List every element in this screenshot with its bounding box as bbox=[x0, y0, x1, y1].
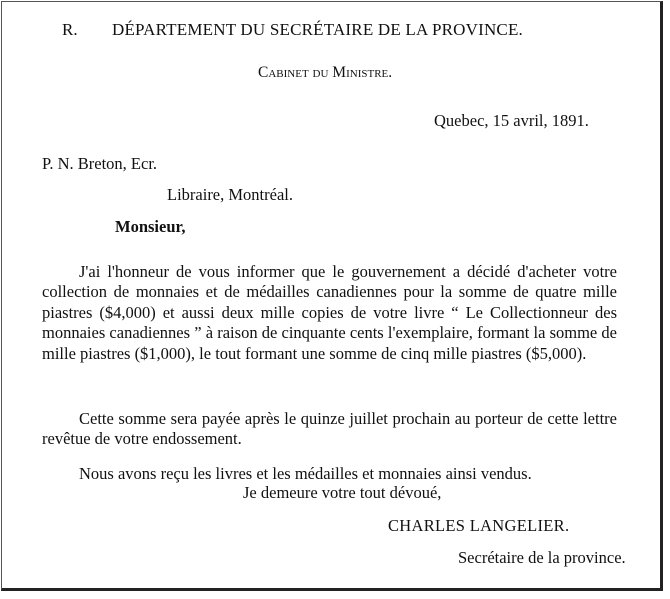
body-paragraph: Cette somme sera payée après le quinze juillet prochain au porteur de cette lettre revêtue de votre endossement. bbox=[42, 408, 617, 448]
body-paragraph: Nous avons reçu les livres et les médailles et monnaies ainsi vendus. bbox=[79, 463, 532, 483]
header-marker: R. bbox=[62, 20, 78, 39]
body-paragraph: J'ai l'honneur de vous informer que le gouvernement a décidé d'acheter votre collection de monnaies et de médailles canadiennes pour la somme de quatre mille piastres ($4,000) et aussi deux mille copies de votre livre “ Le Collectionneur des monnaies canadiennes ” à raison de cinquante cents l'exemplaire, formant la somme de mille piastres ($1,000), le tout formant une somme de cinq mille piastres ($5,000). bbox=[42, 261, 617, 363]
letter-page bbox=[1, 1, 663, 591]
signature-title: Secrétaire de la province. bbox=[458, 548, 626, 567]
addressee-name: P. N. Breton, Ecr. bbox=[42, 154, 158, 173]
closing-line: Je demeure votre tout dévoué, bbox=[243, 483, 442, 502]
addressee-location: Libraire, Montréal. bbox=[167, 185, 293, 204]
cabinet-heading: Cabinet du Ministre. bbox=[258, 64, 393, 81]
department-heading: DÉPARTEMENT DU SECRÉTAIRE DE LA PROVINCE. bbox=[112, 20, 524, 39]
salutation: Monsieur, bbox=[115, 217, 186, 236]
signature: CHARLES LANGELIER. bbox=[388, 516, 570, 535]
dateline: Quebec, 15 avril, 1891. bbox=[434, 111, 589, 130]
